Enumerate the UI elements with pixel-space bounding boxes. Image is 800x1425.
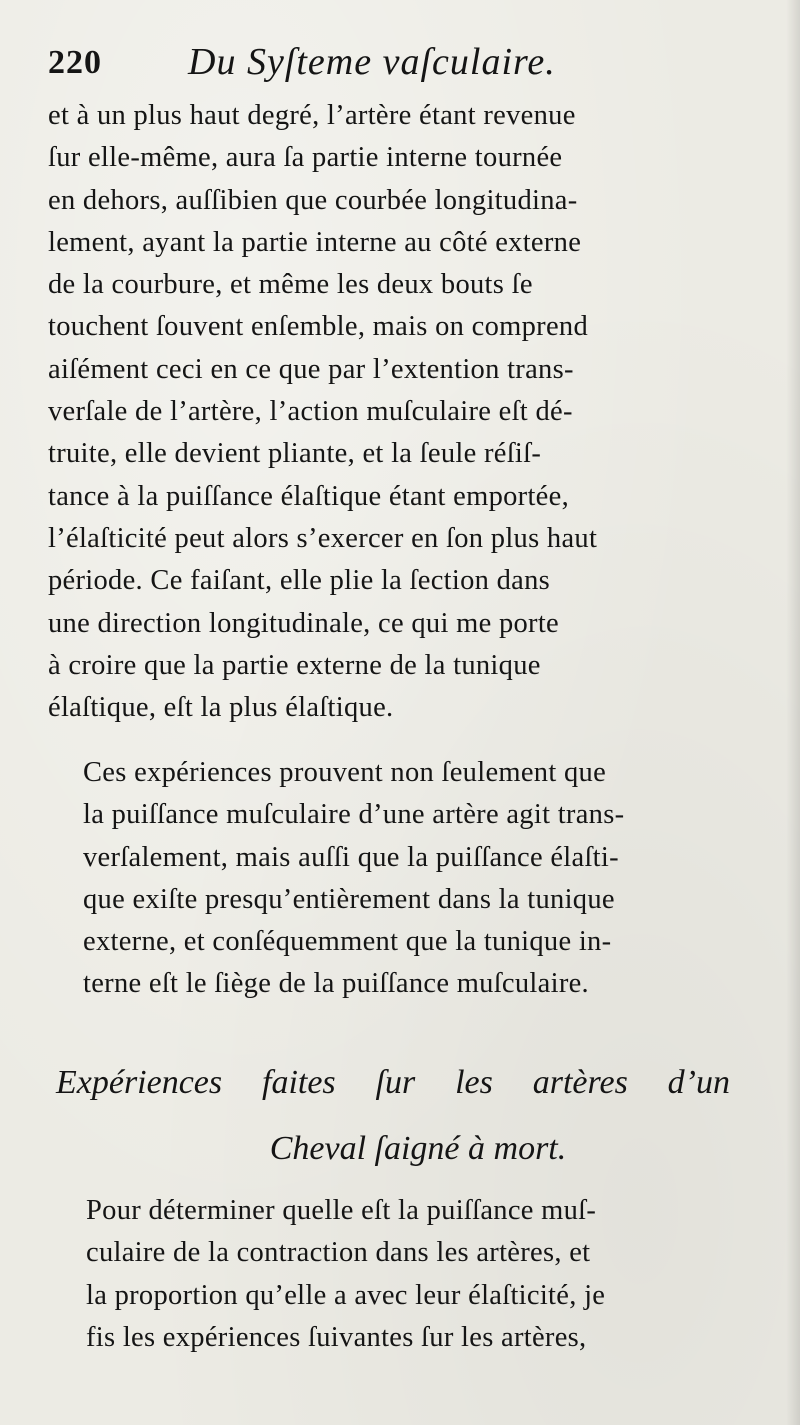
text-line: externe, et conſéquemment que la tunique in- (83, 926, 612, 958)
text-line: verſale de l’artère, l’action muſculaire eſt dé- (48, 396, 573, 428)
text-line: et à un plus haut degré, l’artère étant revenue (48, 100, 576, 131)
text-line: que exiſte presqu’entièrement dans la tunique (83, 883, 615, 915)
section-heading-line-2: Cheval ſaigné à mort. (269, 1130, 567, 1167)
page-number: 220 (48, 44, 102, 81)
text-line: lement, ayant la partie interne au côté externe (48, 226, 582, 258)
text-line: tance à la puiſſance élaſtique étant emportée, (48, 480, 569, 512)
text-line: élaſtique, eſt la plus élaſtique. (48, 692, 394, 724)
text-line: terne eſt le ſiège de la puiſſance muſculaire. (83, 968, 589, 1000)
paragraph-2 (48, 752, 728, 1006)
page-edge-shadow (786, 0, 800, 1425)
text-line: fis les expériences ſuivantes ſur les artères, (86, 1321, 587, 1353)
text-line: la proportion qu’elle a avec leur élaſticité, je (86, 1279, 606, 1311)
text-line: la puiſſance muſculaire d’une artère agit trans- (83, 799, 625, 831)
text-line: touchent ſouvent enſemble, mais on comprend (48, 311, 589, 343)
text-line: aiſément ceci en ce que par l’extention trans- (48, 353, 574, 385)
text-line: période. Ce faiſant, elle plie la ſection dans (48, 565, 551, 597)
text-line: Pour déterminer quelle eſt la puiſſance muſ- (86, 1195, 597, 1226)
text-line: culaire de la contraction dans les artères, et (86, 1237, 591, 1269)
paragraph-3 (48, 1190, 728, 1359)
paragraph-1 (48, 95, 728, 729)
text-line: en dehors, auſſibien que courbée longitudina- (48, 184, 578, 216)
text-line: truite, elle devient pliante, et la ſeule réſiſ- (48, 438, 542, 470)
text-line: l’élaſticité peut alors s’exercer en ſon plus haut (48, 522, 598, 554)
text-line: verſalement, mais auſſi que la puiſſance élaſti- (83, 841, 619, 873)
text-line: ſur elle-même, aura ſa partie interne tournée (48, 142, 563, 174)
page-header (48, 40, 748, 92)
text-line: de la courbure, et même les deux bouts ſe (48, 269, 533, 301)
text-line: Ces expériences prouvent non ſeulement que (83, 757, 607, 788)
text-line: une direction longitudinale, ce qui me porte (48, 607, 560, 639)
section-heading (48, 1050, 748, 1182)
running-title: Du Syſteme vaſculaire. (188, 41, 556, 83)
section-heading-line-1: Expériences faites ſur les artères d’un (56, 1064, 730, 1101)
text-line: à croire que la partie externe de la tunique (48, 649, 541, 681)
